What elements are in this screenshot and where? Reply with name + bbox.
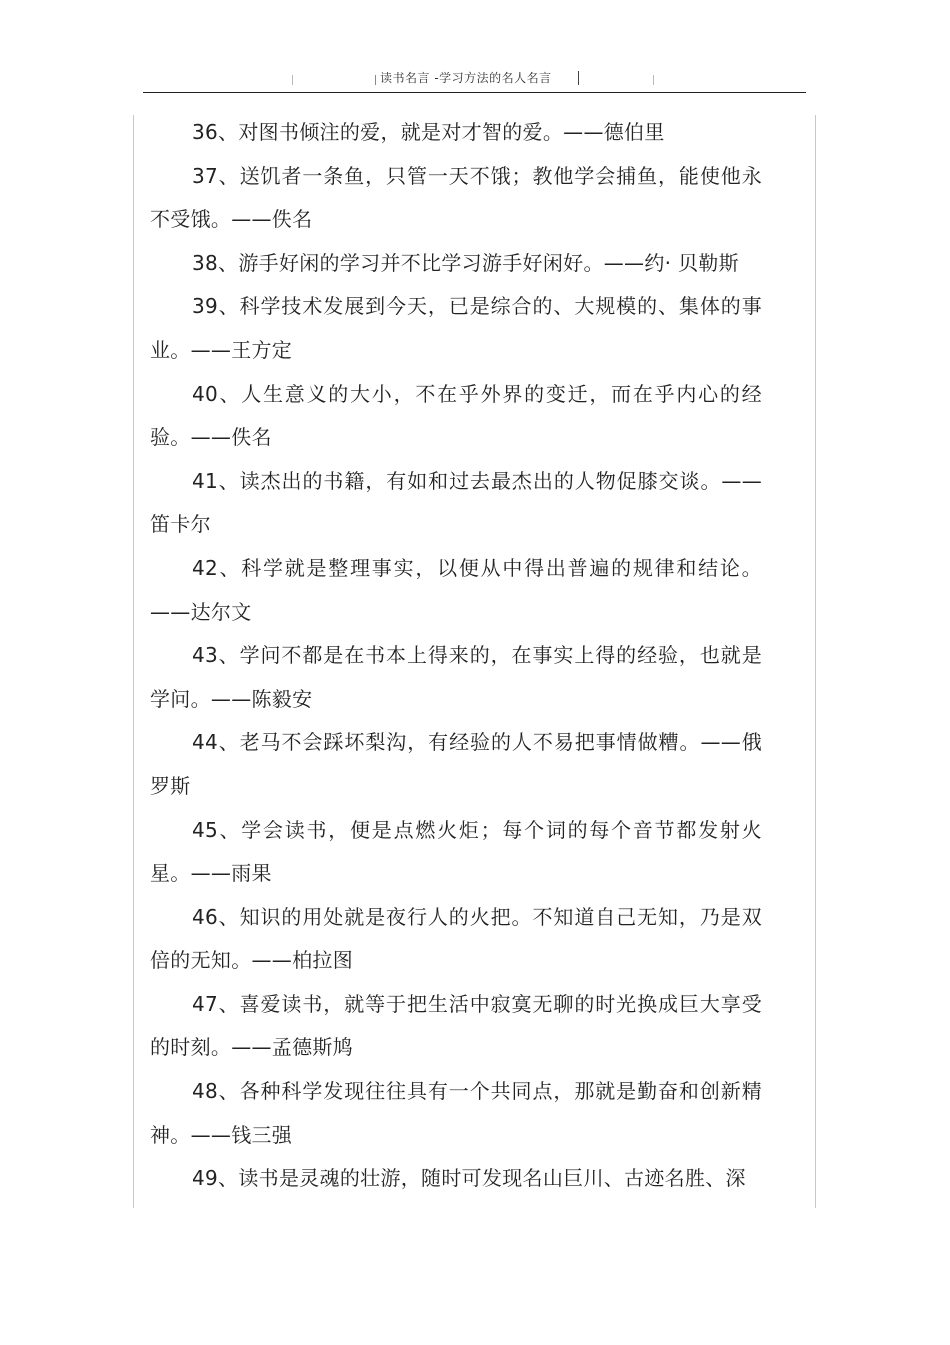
quote-item: 45、学会读书，便是点燃火炬；每个词的每个音节都发射火星。——雨果 (150, 817, 762, 886)
header-tick-mark (375, 75, 376, 85)
quote-item: 37、送饥者一条鱼，只管一天不饿；教他学会捕鱼，能使他永不受饿。——佚名 (150, 163, 762, 232)
quote-item: 49、读书是灵魂的壮游，随时可发现名山巨川、古迹名胜、深 (192, 1166, 746, 1191)
header-tick-mark (292, 75, 293, 85)
quote-item: 41、读杰出的书籍，有如和过去最杰出的人物促膝交谈。——笛卡尔 (150, 468, 762, 537)
quote-item: 42、科学就是整理事实，以便从中得出普遍的规律和结论。——达尔文 (150, 555, 762, 624)
quote-item: 43、学问不都是在书本上得来的，在事实上得的经验，也就是学问。——陈毅安 (150, 643, 762, 711)
quote-item: 40、人生意义的大小，不在乎外界的变迁，而在乎内心的经验。——佚名 (150, 381, 762, 450)
quote-item: 47、喜爱读书，就等于把生活中寂寞无聊的时光换成巨大享受的时刻。——孟德斯鸠 (150, 991, 762, 1060)
quote-item: 38、游手好闲的学习并不比学习游手好闲好。——约· 贝勒斯 (192, 250, 739, 275)
header-title: 读书名言 -学习方法的名人名言 (380, 71, 552, 85)
page-header (143, 66, 806, 93)
quote-item: 48、各种科学发现往往具有一个共同点，那就是勤奋和创新精神。——钱三强 (150, 1079, 762, 1147)
right-margin-line (815, 115, 816, 1208)
quote-item: 46、知识的用处就是夜行人的火把。不知道自己无知，乃是双倍的无知。——柏拉图 (150, 904, 762, 973)
quote-item: 36、对图书倾注的爱，就是对才智的爱。——德伯里 (192, 120, 665, 144)
header-tick-mark (653, 75, 654, 85)
quote-item: 39、科学技术发展到今天，已是综合的、大规模的、集体的事业。——王方定 (150, 294, 762, 362)
left-margin-line (133, 115, 134, 1208)
quote-item: 44、老马不会踩坏梨沟，有经验的人不易把事情做糟。——俄罗斯 (150, 730, 762, 798)
quote-list (150, 111, 762, 1201)
header-tick-mark (578, 71, 579, 85)
